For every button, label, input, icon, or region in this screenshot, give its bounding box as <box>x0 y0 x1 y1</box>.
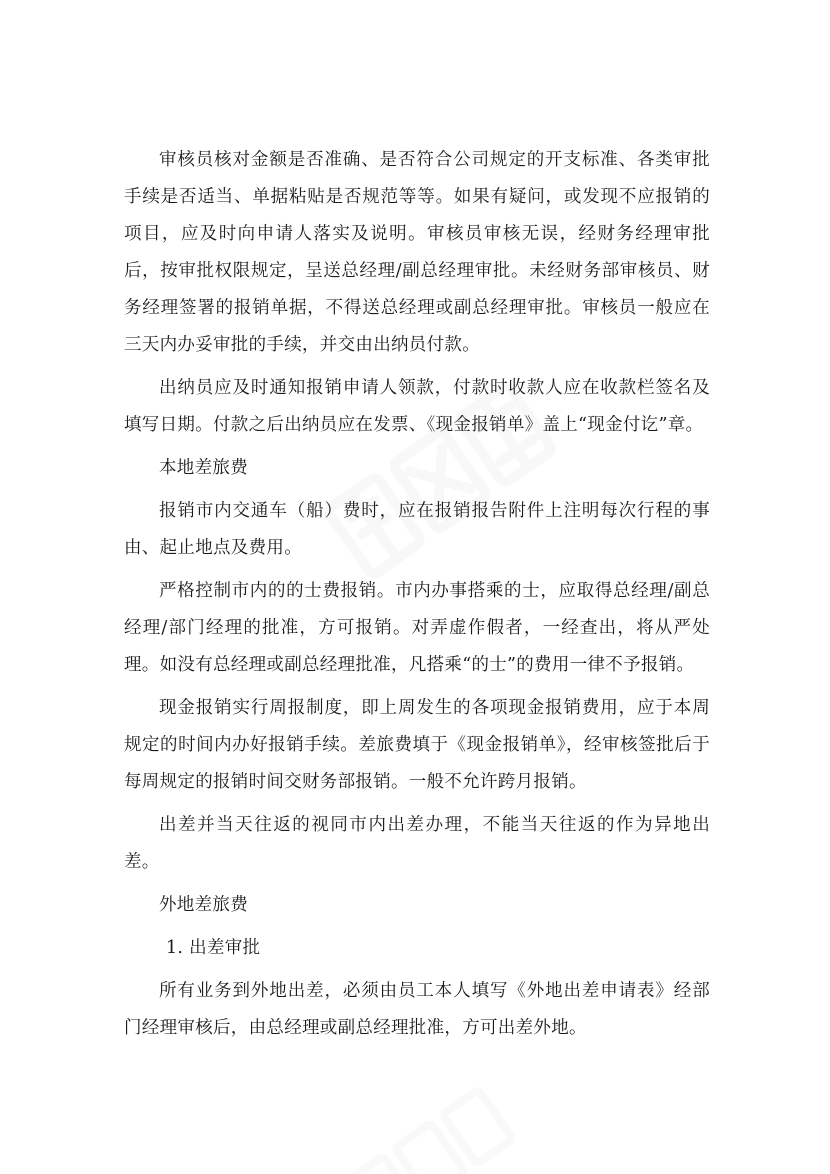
document-body <box>124 142 710 1047</box>
paragraph-same-day-trip: 出差并当天往返的视同市内出差办理，不能当天往返的作为异地出差。 <box>124 815 710 872</box>
paragraph-audit: 审核员核对金额是否准确、是否符合公司规定的开支标准、各类审批手续是否适当、单据粘贴是否规范等等。如果有疑问，或发现不应报销的项目，应及时向申请人落实及说明。审核员审核无误，经财务经理审批后，按审批权限规定，呈送总经理/副总经理审批。未经财务部审核员、财务经理签署的报销单据，不得送总经理或副总经理审批。审核员一般应在三天内办妥审批的手续，并交由出纳员付款。 <box>124 150 710 355</box>
section-heading-out-of-town-travel: 外地差旅费 <box>159 895 248 915</box>
paragraph-local-transport: 报销市内交通车（船）费时，应在报销报告附件上注明每次行程的事由、起止地点及费用。 <box>124 501 710 558</box>
list-heading-travel-approval: 1. 出差审批 <box>166 938 261 958</box>
paragraph-travel-application: 所有业务到外地出差，必须由员工本人填写《外地出差申请表》经部门经理审核后，由总经理或副总经理批准，方可出差外地。 <box>124 981 710 1038</box>
paragraph-taxi-control: 严格控制市内的的士费报销。市内办事搭乘的士，应取得总经理/副总经理/部门经理的批准，方可报销。对弄虚作假者，一经查出，将从严处理。如没有总经理或副总经理批准，凡搭乘“的士”的费用一律不予报销。 <box>124 581 710 675</box>
section-heading-local-travel: 本地差旅费 <box>159 458 248 478</box>
watermark-seal-icon <box>330 1060 530 1174</box>
paragraph-cashier: 出纳员应及时通知报销申请人领款，付款时收款人应在收款栏签名及填写日期。付款之后出纳员应在发票、《现金报销单》盖上“现金付讫”章。 <box>124 378 710 435</box>
paragraph-weekly-report: 现金报销实行周报制度，即上周发生的各项现金报销费用，应于本周规定的时间内办好报销手续。差旅费填于《现金报销单》，经审核签批后于每周规定的报销时间交财务部报销。一般不允许跨月报销。 <box>124 698 710 792</box>
